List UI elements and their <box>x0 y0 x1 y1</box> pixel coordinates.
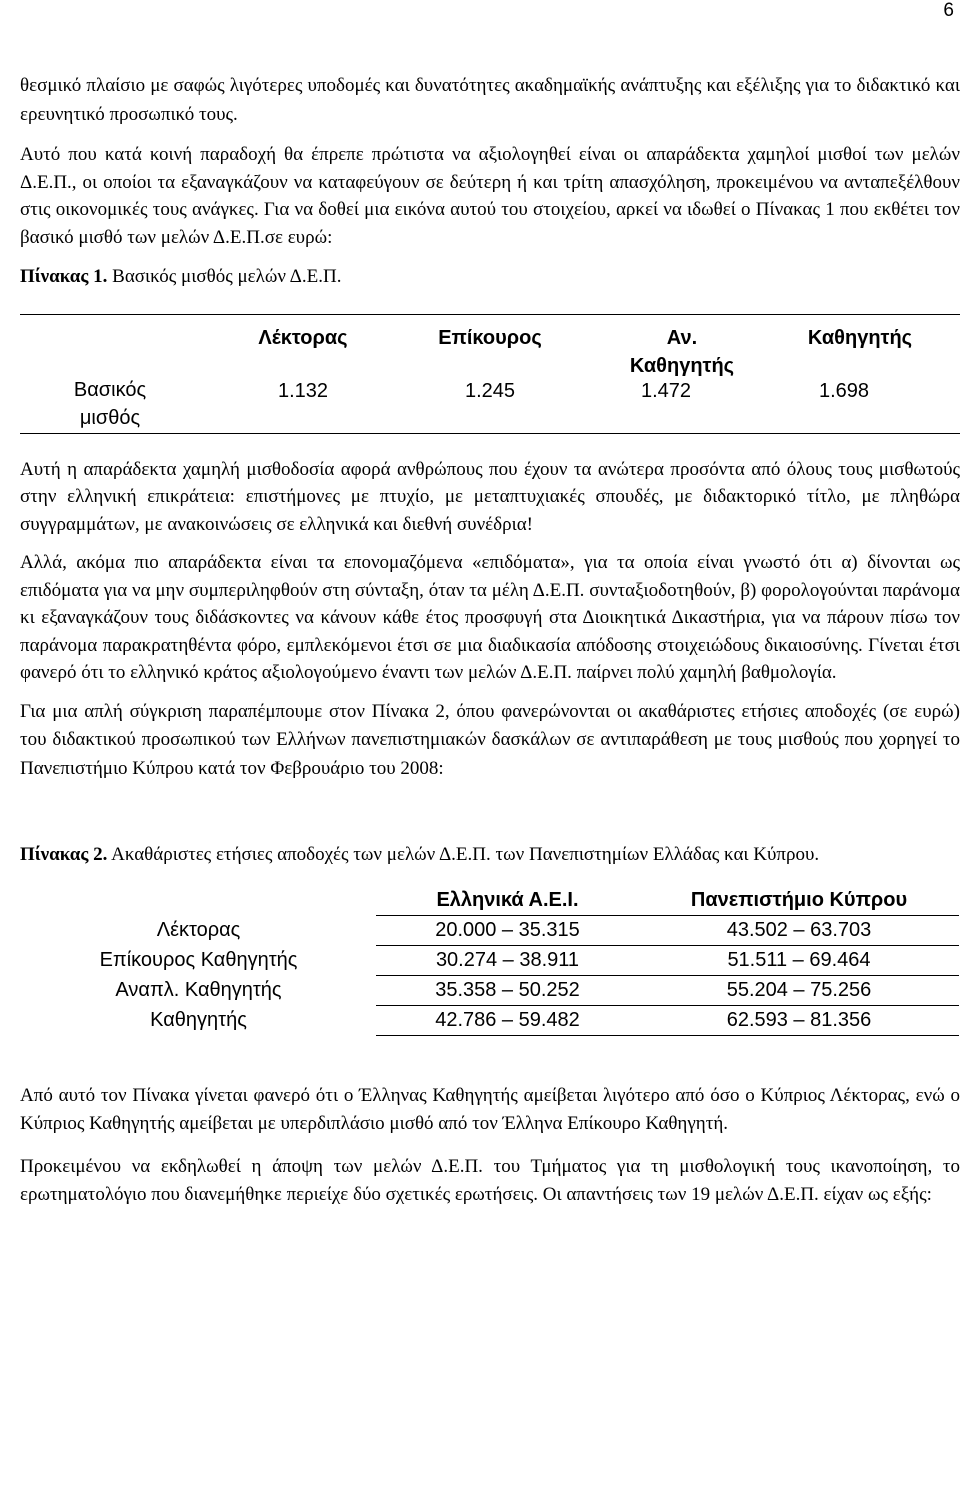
table1-caption-text: Βασικός μισθός μελών Δ.Ε.Π. <box>107 266 342 287</box>
salary-table-1 <box>20 314 960 434</box>
paragraph-body-3: Για μια απλή σύγκριση παραπέμπουμε στον Πίνακα 2, όπου φανερώνονται οι ακαθάριστες ετήσιες αποδοχές (σε ευρώ) του διδακτικού προσωπικού των Ελλήνων πανεπιστημιακών δασκάλων σε αντιπαράθεση με τους μισθούς που χορηγεί το Πανεπιστήμιο Κύπρου κατά τον Φεβρουάριο του 2008: <box>20 700 960 779</box>
table-row <box>21 1005 959 1035</box>
table1-col-lektoras: Λέκτορας <box>258 326 348 349</box>
table2-header-greek: Ελληνικά Α.Ε.Ι. <box>376 886 639 916</box>
table2-header-empty <box>21 886 376 916</box>
table1-col-anaplirotis <box>602 324 762 380</box>
table2-caption-label: Πίνακας 2. <box>20 844 108 865</box>
table2-greek-range: 20.000 – 35.315 <box>376 915 639 945</box>
table-row <box>21 945 959 975</box>
paragraph-intro-2: Αυτό που κατά κοινή παραδοχή θα έπρεπε πρώτιστα να αξιολογηθεί είναι οι απαράδεκτα χαμηλοί μισθοί των μελών Δ.Ε.Π., οι οποίοι τα εξαναγκάζουν να καταφεύγουν σε δεύτερη ή και τρίτη απασχόληση, προκειμένου να ανταπεξέλθουν στις οικονομικές τους ανάγκες. Για να δοθεί μια εικόνα αυτού του στοιχείου, αρκεί να ιδωθεί ο Πίνακας 1 που εκθέτει τον βασικό μισθό των μελών Δ.Ε.Π.σε ευρώ: <box>20 144 960 248</box>
table2-rank: Αναπλ. Καθηγητής <box>115 979 282 1001</box>
table2-header-cyprus: Πανεπιστήμιο Κύπρου <box>639 886 959 916</box>
table1-row-label-line1: Βασικός <box>73 378 147 401</box>
table1-top-rule <box>20 314 960 315</box>
table2-rank: Καθηγητής <box>150 1009 247 1031</box>
table2-rank: Λέκτορας <box>156 919 241 941</box>
table2-header-row <box>21 886 959 916</box>
table2-greek-range: 42.786 – 59.482 <box>376 1005 639 1035</box>
paragraph-closing-2: Προκειμένου να εκδηλωθεί η άποψη των μελών Δ.Ε.Π. του Τμήματος για τη μισθολογική τους ικανοποίηση, το ερωτηματολόγιο που διανεμήθηκε περιείχε δύο σχετικές ερωτήσεις. Οι απαντήσεις των 19 μελών Δ.Ε.Π. είχαν ως εξής: <box>20 1155 960 1205</box>
table2-caption-text: Ακαθάριστες ετήσιες αποδοχές των μελών Δ.Ε.Π. των Πανεπιστημίων Ελλάδας και Κύπρου. <box>107 844 820 865</box>
paragraph-closing-1: Από αυτό τον Πίνακα γίνεται φανερό ότι ο Έλληνας Καθηγητής αμείβεται λιγότερο από όσο ο Κύπριος Λέκτορας, ενώ ο Κύπριος Καθηγητής αμείβεται με υπερδιπλάσιο μισθό από τον Έλληνα Επίκουρο Καθηγητή. <box>20 1084 960 1134</box>
table-row <box>21 975 959 1005</box>
table1-value-anaplirotis: 1.472 <box>640 379 692 402</box>
table1-row-label <box>50 376 170 432</box>
paragraph-intro-1: θεσμικό πλαίσιο με σαφώς λιγότερες υποδομές και δυνατότητες ακαδημαϊκής ανάπτυξης και εξέλιξης για το διδακτικό και ερευνητικό προσωπικό τους. <box>20 75 960 125</box>
paragraph-body-2: Αλλά, ακόμα πιο απαράδεκτα είναι τα επονομαζόμενα «επιδόματα», για τα οποία είναι γνωστό ότι α) δίνονται ως επιδόματα για να μην συμπεριληφθούν στη σύνταξη, όταν τα μέλη Δ.Ε.Π. συνταξιοδοτηθούν, β) φορολογούνται παράνομα κι εξαναγκάζουν τους διδάσκοντες να κάνουν κάθε έτος προσφυγή στα Διοικητικά Δικαστήρια, για να πάρουν πίσω τον παράνομα παρακρατηθέντα φόρο, εμπλεκόμενοι έτσι σε μια διαδικασία απόδοσης στοιχειώδους δικαιοσύνης. Γίνεται έτσι φανερό ότι το ελληνικό κράτος αξιολογούμενο έναντι των μελών Δ.Ε.Π. παίρνει πολύ χαμηλή βαθμολογία. <box>20 552 960 683</box>
table1-row-label-line2: μισθός <box>79 406 141 429</box>
page-number: 6 <box>943 0 954 21</box>
table2-greek-range: 35.358 – 50.252 <box>376 975 639 1005</box>
table1-value-epikouros: 1.245 <box>464 379 516 402</box>
table1-bottom-rule <box>20 433 960 434</box>
table1-value-lektoras: 1.132 <box>277 379 329 402</box>
table1-caption-label: Πίνακας 1. <box>20 266 108 287</box>
table2-caption <box>20 841 960 870</box>
table2-cyprus-range: 62.593 – 81.356 <box>639 1005 959 1035</box>
paragraph-body-1: Αυτή η απαράδεκτα χαμηλή μισθοδοσία αφορά ανθρώπους που έχουν τα ανώτερα προσόντα από όλους τους μισθωτούς στην ελληνική επικράτεια: επιστήμονες με πτυχίο, με μεταπτυχιακές σπουδές, με διδακτορικό τίτλο, με πληθώρα συγγραμμάτων, με ανακοινώσεις σε ελληνικά και διεθνή συνέδρια! <box>20 458 960 535</box>
table1-col-anaplirotis-line1: Αν. <box>666 326 698 349</box>
table1-value-kathigitis: 1.698 <box>818 379 870 402</box>
table1-col-epikouros: Επίκουρος <box>438 326 542 349</box>
table2-cyprus-range: 43.502 – 63.703 <box>639 915 959 945</box>
salary-comparison-table <box>21 886 959 1036</box>
document-body <box>20 72 960 1210</box>
table2-cyprus-range: 55.204 – 75.256 <box>639 975 959 1005</box>
table-row <box>21 915 959 945</box>
table1-col-anaplirotis-line2: Καθηγητής <box>629 354 735 377</box>
table2-cyprus-range: 51.511 – 69.464 <box>639 945 959 975</box>
table1-caption <box>20 263 960 292</box>
table2-greek-range: 30.274 – 38.911 <box>376 945 639 975</box>
table1-col-kathigitis: Καθηγητής <box>807 326 913 349</box>
table2-rank: Επίκουρος Καθηγητής <box>99 949 298 971</box>
